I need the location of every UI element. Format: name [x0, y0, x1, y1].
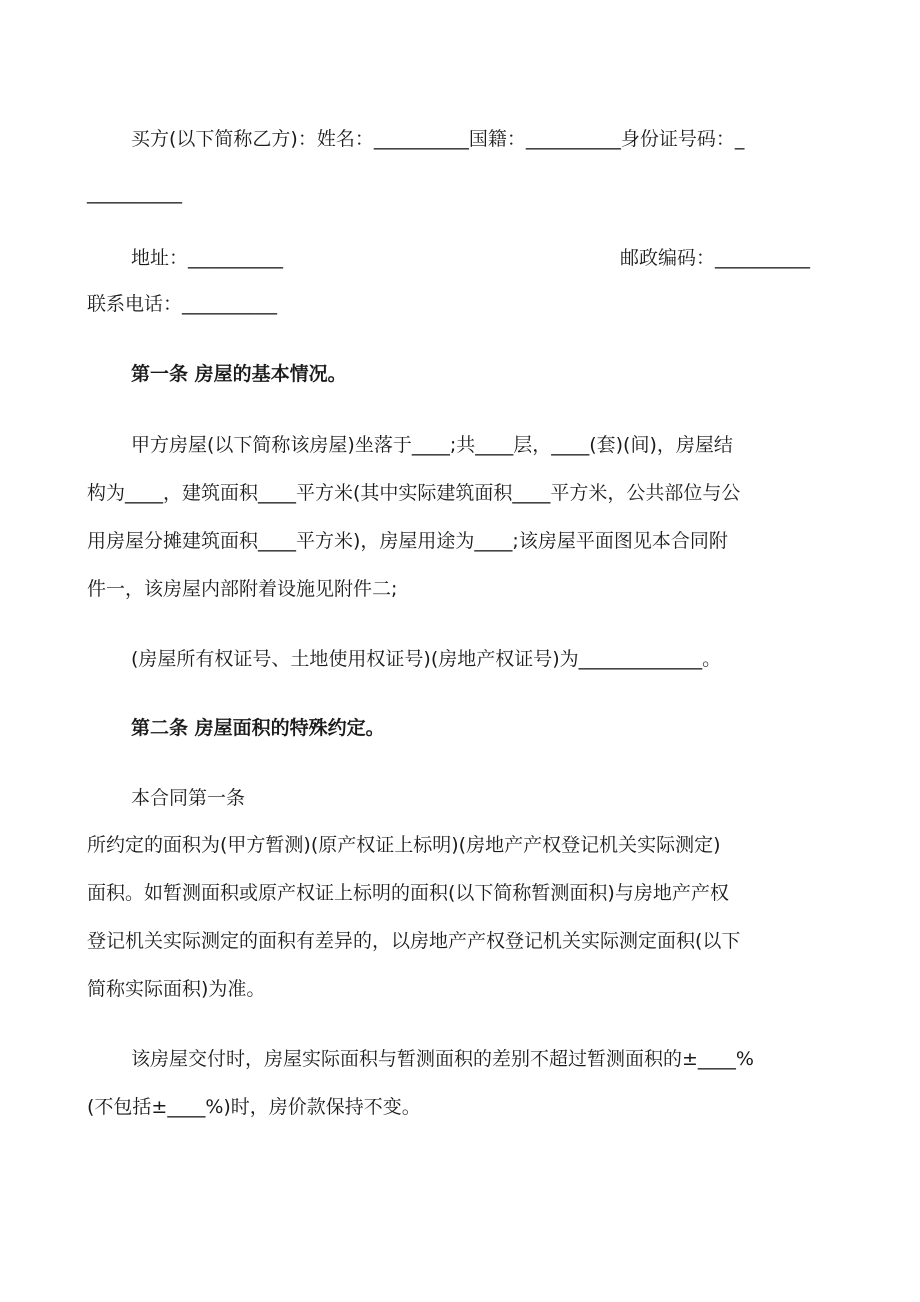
buyer-postal-code: 邮政编码：__________: [620, 247, 811, 269]
article-2-paragraph-line: 登记机关实际测定的面积有差异的，以房地产产权登记机关实际测定面积(以下: [87, 930, 741, 952]
buyer-phone: 联系电话：__________: [87, 293, 278, 315]
buyer-id-continuation: __________: [87, 182, 182, 204]
article-2-paragraph-line: 简称实际面积)为准。: [87, 978, 266, 1000]
article-2-heading: 第二条 房屋面积的特殊约定。: [131, 717, 385, 739]
article-1-heading: 第一条 房屋的基本情况。: [131, 363, 347, 385]
article-2-paragraph-line: 面积。如暂测面积或原产权证上标明的面积(以下简称暂测面积)与房地产产权: [87, 882, 729, 904]
article-1-paragraph-line: 用房屋分摊建筑面积____平方米)，房屋用途为____;该房屋平面图见本合同附: [87, 530, 728, 552]
article-2-tolerance-line: 该房屋交付时，房屋实际面积与暂测面积的差别不超过暂测面积的±____%: [131, 1048, 754, 1070]
article-2-paragraph-line: 本合同第一条: [131, 787, 246, 809]
article-1-paragraph-line: 件一，该房屋内部附着设施见附件二;: [87, 578, 398, 600]
article-2-paragraph-line: 所约定的面积为(甲方暂测)(原产权证上标明)(房地产产权登记机关实际测定): [87, 834, 721, 856]
buyer-address: 地址：__________: [131, 247, 284, 269]
buyer-info-line: 买方(以下简称乙方)：姓名：__________国籍：__________身份证号码：_: [131, 128, 745, 150]
article-1-paragraph-line: 构为____，建筑面积____平方米(其中实际建筑面积____平方米，公共部位与公: [87, 482, 741, 504]
article-1-paragraph-line: 甲方房屋(以下简称该房屋)坐落于____;共____层，____(套)(间)，房屋结: [131, 434, 733, 456]
article-1-certificate-line: (房屋所有权证号、土地使用权证号)(房地产权证号)为_____________。: [131, 648, 722, 670]
article-2-tolerance-line: (不包括±____%)时，房价款保持不变。: [87, 1096, 421, 1118]
